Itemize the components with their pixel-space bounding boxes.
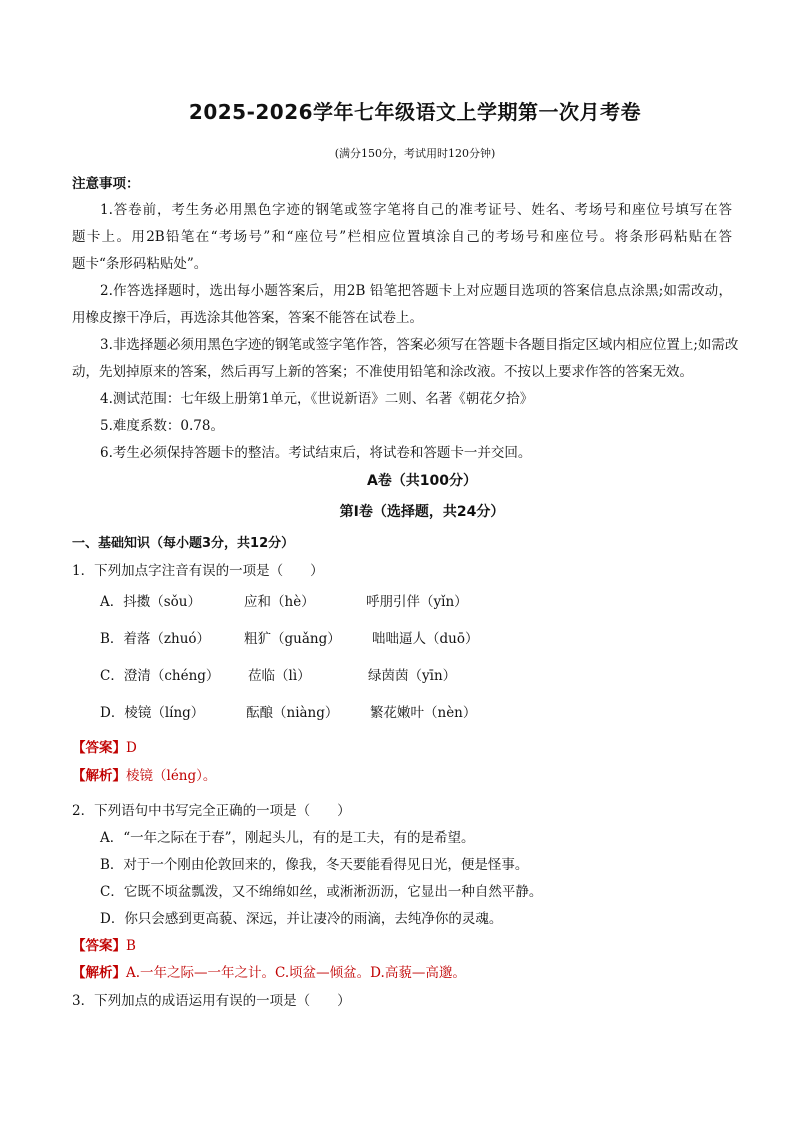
answer-label: 【答案】	[72, 740, 126, 756]
q1-analysis	[72, 764, 732, 784]
q1-option-d-2: 酝酿（niàng）	[246, 705, 339, 721]
notice-line: 题卡“条形码粘贴处”。	[72, 256, 208, 272]
q2-option-d: D．你只会感到更高藐、深远，并让凄冷的雨滴，去纯净你的灵魂。	[100, 911, 503, 927]
q1-option-d-3: 繁花嫩叶（nèn）	[370, 705, 477, 721]
q1-option-d-1: D．棱镜（líng）	[100, 705, 205, 721]
q1-option-c-1: C．澄清（chéng）	[100, 668, 220, 684]
q1-option-c-3: 绿茵茵（yīn）	[368, 668, 457, 684]
answer-label: 【答案】	[72, 938, 126, 954]
analysis-label: 【解析】	[72, 965, 126, 981]
q1-option-b-3: 咄咄逼人（duō）	[372, 631, 479, 647]
answer-value: B	[126, 938, 136, 954]
section-paper-a: A卷（共100分）	[366, 473, 478, 489]
question-1-stem: 1．下列加点字注音有误的一项是（ ）	[72, 563, 324, 579]
q2-option-c: C．它既不顷盆瓢泼，又不绵绵如丝，或淅淅沥沥，它显出一种自然平静。	[100, 884, 543, 900]
q2-option-b: B．对于一个刚由伦敦回来的，像我，冬天要能看得见日光，便是怪事。	[100, 857, 529, 873]
exam-subtitle: (满分150分，考试用时120分钟)	[334, 147, 496, 160]
notice-line: 1.答卷前，考生务必用黑色字迹的钢笔或签字笔将自己的准考证号、姓名、考场号和座位号填写在答	[100, 202, 732, 218]
notice-heading: 注意事项：	[72, 176, 140, 192]
notice-line: 3.非选择题必须用黑色字迹的钢笔或签字笔作答，答案必须写在答题卡各题目指定区域内相应位置上;如需改	[100, 337, 739, 353]
q1-option-b-2: 粗犷（guǎng）	[244, 631, 341, 647]
q2-analysis	[72, 961, 732, 981]
analysis-text: 棱镜（léng）。	[126, 768, 217, 784]
q1-option-a-2: 应和（hè）	[244, 594, 315, 610]
q2-answer	[72, 934, 732, 954]
q1-option-a-1: A．抖擞（sǒu）	[100, 594, 201, 610]
question-3-stem: 3．下列加点的成语运用有误的一项是（ ）	[72, 993, 351, 1009]
section-part-one: 第Ⅰ卷（选择题，共24分）	[339, 504, 505, 520]
answer-value: D	[126, 740, 137, 756]
analysis-text: A.一年之际—一年之计。C.顷盆—倾盆。D.高藐—高邈。	[126, 965, 466, 981]
q1-option-a-3: 呼朋引伴（yǐn）	[366, 594, 468, 610]
notice-line: 动，先划掉原来的答案，然后再写上新的答案；不准使用铅笔和涂改液。不按以上要求作答的答案无效。	[72, 364, 693, 380]
notice-line: 2.作答选择题时，选出每小题答案后，用2B 铅笔把答题卡上对应题目选项的答案信息点涂黑;如需改动，	[100, 283, 732, 299]
notice-line: 用橡皮擦干净后，再选涂其他答案，答案不能答在试卷上。	[72, 310, 423, 326]
q1-option-c-2: 莅临（lì）	[248, 668, 311, 684]
notice-line: 5.难度系数：0.78。	[100, 418, 224, 434]
q2-option-a: A．“一年之际在于春”，刚起头儿，有的是工夫，有的是希望。	[100, 830, 475, 846]
section-basic: 一、基础知识（每小题3分，共12分）	[72, 536, 295, 551]
q1-answer	[72, 736, 732, 756]
analysis-label: 【解析】	[72, 768, 126, 784]
notice-line: 题卡上。用2B铅笔在“考场号”和“座位号”栏相应位置填涂自己的考场号和座位号。将条形码粘贴在答	[72, 229, 732, 245]
exam-title: 2025-2026学年七年级语文上学期第一次月考卷	[188, 100, 642, 124]
question-2-stem: 2．下列语句中书写完全正确的一项是（ ）	[72, 803, 351, 819]
notice-line: 4.测试范围：七年级上册第1单元，《世说新语》二则、名著《朝花夕拾》	[100, 391, 534, 407]
q1-option-b-1: B．着落（zhuó）	[100, 631, 211, 647]
notice-line: 6.考生必须保持答题卡的整洁。考试结束后，将试卷和答题卡一并交回。	[100, 445, 532, 461]
